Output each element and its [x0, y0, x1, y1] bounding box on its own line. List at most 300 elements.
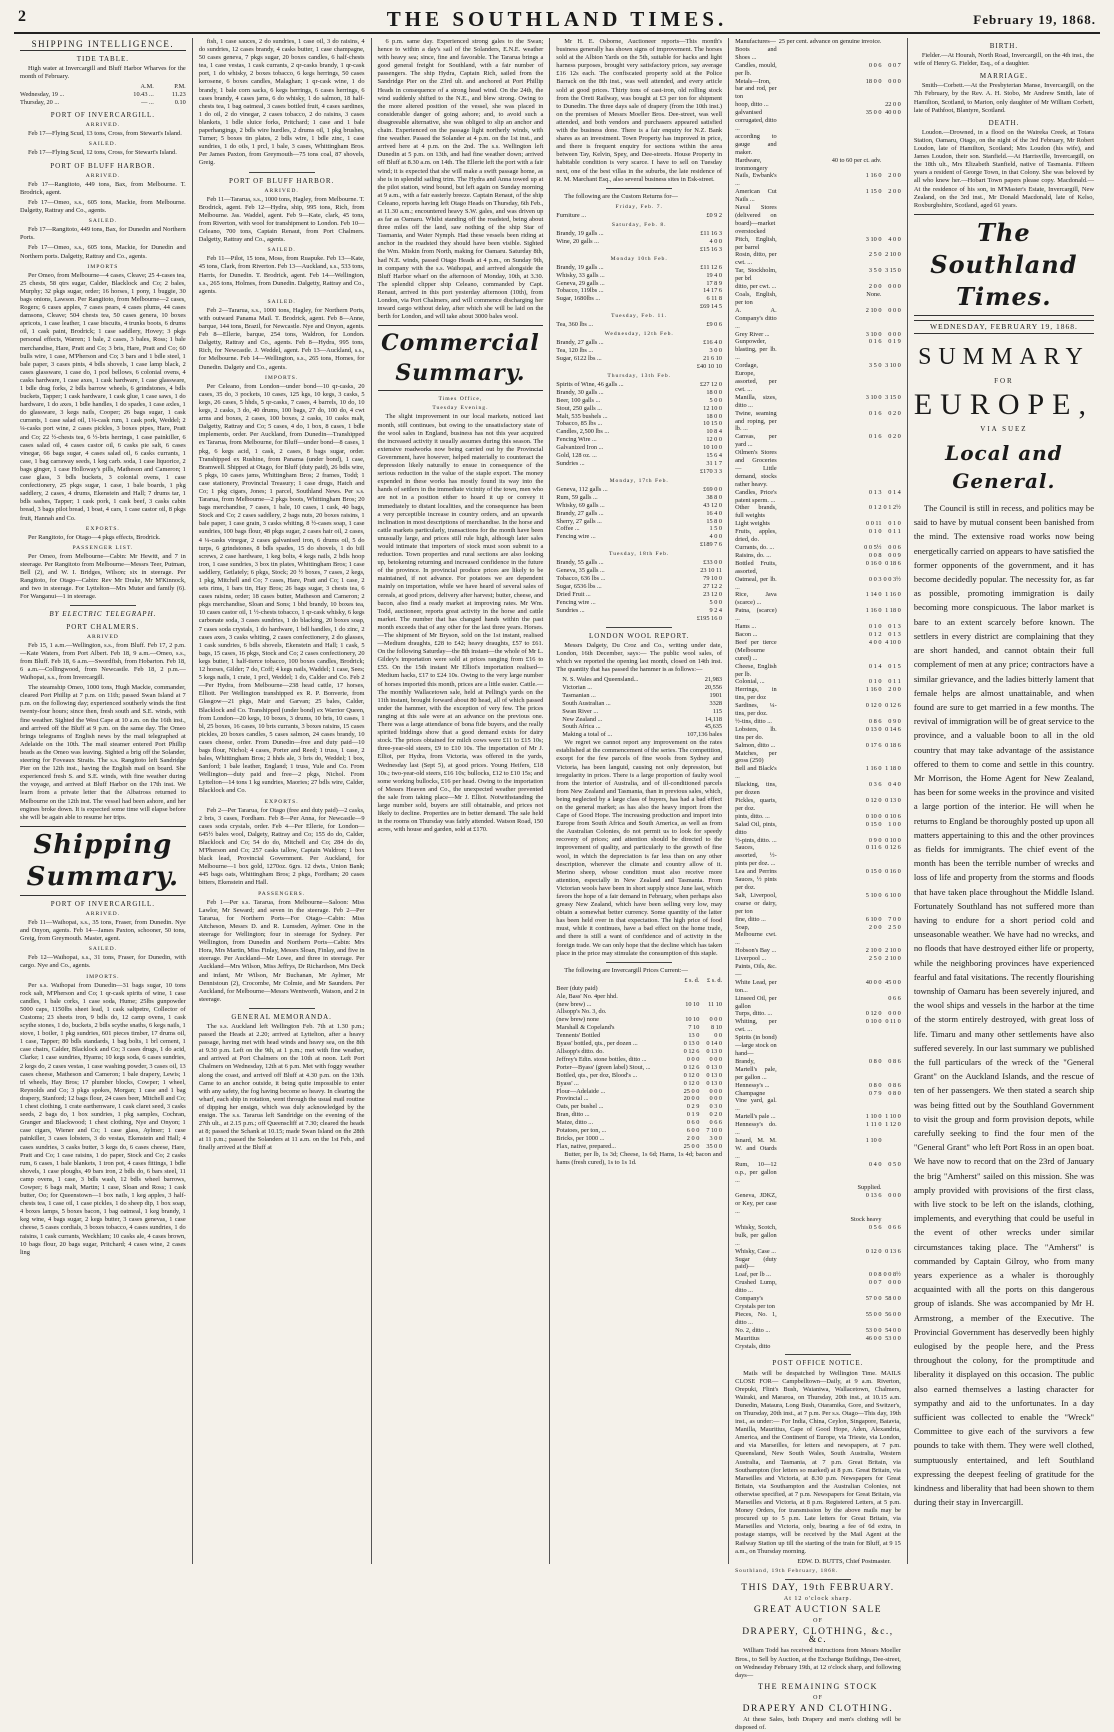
table-cell: 0 0 0: [888, 1279, 901, 1287]
table-cell: Isnard, M. M. W. and Otards ...: [735, 1136, 777, 1160]
sailings-text: Feb 11—Pilot, 15 tons, Moss, from Ruapuke. Feb 13—Kate, 45 tons, Clark, from Riverton. Feb 13—Auckland, s.s., 533 tons, Harris, for Dunedin. T. Brodrick, agent. Feb 14—Wellington, s.s., 265 tons, Holmes, from Dunedin. Dalgetty, Rattray and Co., agents.: [198, 255, 365, 295]
table-cell: Herrings, in tins, per doz: [735, 686, 777, 702]
table-cell: 0 1 0: [888, 520, 901, 528]
table-cell: 10 8 4: [706, 428, 723, 436]
table-cell: Naval Stores (delivered on board)—market overstocked: [735, 204, 777, 235]
table-cell: 3 10 0: [865, 330, 882, 338]
table-row: [556, 567, 722, 575]
table-cell: 46 0 0: [865, 1334, 882, 1342]
table-cell: Crushed Lump, ditto ...: [735, 1279, 777, 1295]
divider: [606, 627, 672, 628]
table-row: [556, 280, 722, 288]
table-cell: [777, 1034, 882, 1058]
table-cell: 0 0 0: [888, 77, 901, 85]
table-cell: 0 1 2: [868, 504, 882, 512]
table-cell: Geneva, 29 galls ...: [556, 279, 605, 287]
table-cell: 0 4 0: [868, 1160, 882, 1168]
table-cell: Wine, 20 galls ...: [556, 237, 599, 245]
table-cell: 25 per cent. advance on genuine invoice.: [778, 38, 882, 45]
table-cell: 0 17 6: [865, 741, 882, 749]
table-cell: Pickles, quarts, per doz.: [735, 797, 777, 812]
table-row: [556, 977, 722, 985]
table-cell: 0 2 0: [888, 409, 901, 417]
table-cell: 0 1 0: [868, 528, 882, 536]
table-cell: 25 0 0: [683, 1087, 700, 1095]
auction-of: OF: [813, 1618, 823, 1625]
table-cell: 2 10 0: [865, 306, 882, 314]
local-general-text: The Council is still in recess, and politics may be said to have by mutual consent been banished from the mind. The extensive road works now being energetically carried on appears to have satisfied the former opponents of the government, and it has become decidedly popular. The necessity for, as far as possible, promoting immigration is daily becoming more conspicuous. The labor market is bare to an extent scarcely before known. The settlers in every district are complaining that they are short handed, and cannot obtain their full complement of men at any price; contractors have a similar grievance, and the ladies bitterly lament that female helps are almost unattainable, and when found are sure to get married in a few months. The revival of immigration will be of great service to the province, and a valuable boon to all in the old country that may take advantage of the assistance offered to them to come and settle in this country. Mr Morrison, the Home Agent for New Zealand, has been for some weeks in the province and visited a large portion of the interior. He will when he returns to England be thoroughly posted up upon all matters appertaining to this and the other provinces as fields for immigrants. The chief event of the month has been the terrible number of wrecks and loss of life and property from the storms and floods that have taken place throughout the Middle Island. Fortunately Southland has not suffered more than having to endure for a short period cold and unseasonable weather. We have had no wrecks, and no floods that have destroyed either life or property, while the neighboring provinces have experienced fearful and fatal visitations. The recently flourishing township of Oamaru has been severely injured, and the wool ships and vessels in the harbor at the time of the storm entirely destroyed, with great loss of life. Timaru and many other settlements have also suffered severely. In our last summary we published the full particulars of the wreck of the "General Grant" on the Auckland Islands, and the rescue of ten of her passengers. We then stated a search ship was being fitted out by the Southland Government to visit the group and form provision depots, while carefully seeking to find the four men of the "General Grant" who left Port Ross in an open boat. We have now to record that on the 23rd of January the brig "Amherst" sailed on this mission. She was amply provided with provisions of the first class, with live stock to be left on the islands, clothing, implements, and everything that could be useful in the event of other wrecks under similar circumstances taking place. The "Amherst" is commanded by Captain Gilroy, who from many years experience as a whaler is thoroughly acquainted with all the ports on this dangerous group of islands. She was accompanied by Mr H. Armstrong, a member of the Executive. The Provincial Government has deservedly been highly eulogised by the people here, and the Press throughout the colony, for the promptitude and liberality it displayed on this occasion. The public also earned themselves a lasting character for sympathy and aid to the unfortunates. In a day sufficient was collected to enable the "Wreck" Committee to give each of the survivors a few pounds to take with them. They were well clothed, sumptuously entertained, and left Southland expressing the deepest feeling of gratitude for the kindness and liberality that had been shown to them during their stay in Invercargill.: [913, 503, 1095, 1508]
table-cell: 0 10 0: [865, 1018, 882, 1026]
table-cell: 0 12 0: [683, 1071, 700, 1079]
table-cell: Hardware, ironmongery: [735, 156, 768, 172]
table-cell: Fruits, apples, dried, do.: [735, 528, 777, 544]
table-row: [735, 504, 901, 520]
arrived-heading: ARRIVED: [86, 633, 119, 640]
table-cell: Gold, 128 oz. ...: [556, 452, 597, 460]
divider: [606, 188, 672, 189]
table-cell: Sundries ...: [556, 606, 585, 614]
table-row: [735, 1279, 901, 1295]
sailed-heading: SAILED.: [88, 946, 118, 953]
passenger-heading: PASSENGER LIST.: [72, 544, 134, 551]
table-cell: Spirits of Wine, 46 galls ...: [556, 380, 624, 388]
table-cell: Lobsters, lb. tins per do.: [735, 725, 777, 741]
imports-heading: IMPORTS: [87, 263, 119, 270]
table-row: [735, 1248, 901, 1256]
table-row: [735, 623, 901, 631]
table-row: [735, 1192, 901, 1216]
table-cell: 0 13 0: [683, 1040, 700, 1048]
table-row: [735, 797, 901, 813]
table-cell: Brandy, 27 galls ...: [556, 339, 604, 347]
table-cell: 10 10: [685, 1016, 700, 1024]
table-row: [556, 1056, 722, 1064]
table-cell: Jeffrey's Edin. stone bottles, ditto ...: [556, 1055, 647, 1063]
table-cell: 0 0 3: [868, 575, 882, 583]
table-cell: [777, 750, 882, 766]
table-row: [556, 238, 722, 246]
issue-date: February 19, 1868.: [973, 12, 1096, 27]
table-row: [735, 1121, 901, 1137]
table-cell: 0 13 6: [885, 1247, 901, 1255]
table-cell: £33 0 0: [703, 559, 723, 567]
table-cell: 8 10: [711, 1024, 723, 1032]
table-cell: 1 18 0: [885, 607, 901, 615]
table-row: [556, 1032, 722, 1040]
table-cell: [882, 157, 901, 173]
table-cell: 1 16 0: [865, 765, 882, 773]
table-row: [735, 188, 901, 204]
table-row: [556, 700, 722, 708]
table-cell: 38 8 0: [706, 493, 723, 501]
table-cell: 40 0 0: [865, 978, 882, 986]
table-cell: 0 18 6: [885, 741, 901, 749]
table-row: [735, 1082, 901, 1090]
table-cell: — ...: [141, 99, 154, 107]
table-cell: Mauritius Crystals, ditto: [735, 1334, 771, 1350]
table-row: [556, 303, 722, 311]
table-row: [735, 267, 901, 283]
table-row: [556, 583, 722, 591]
table-cell: 0 2 0: [709, 1111, 723, 1119]
exports-text: Feb 2—Per Tararua, for Otago (free and duty paid)—2 casks, 2 bris, 3 cases, Fordham. Feb 8—Per Anna, for Newcastle—9 cases soda crystals, order. Feb 4—Per Ellerie, for London—645½ bales wool, Dalgety, Rattray and Co; 155 do do, Calder, Blacklock and Co; 54 do do, Mitchell and Co; 284 do do, M'Pherson and Co; 257 casks tallow, Captain Waldron; 1 box black lead, Provincial Government. Per Auckland, for Melbourne—1 box gold, 1270oz. 6grs. 12 dwts., Union Bank; 445 bags oats, Whittingham Bros; 2 pkgs, Fordham; 20 cases bitters, Ekenstein and Hall.: [198, 806, 365, 887]
table-cell: 3 5 0: [868, 267, 882, 275]
table-cell: 0 8 6: [888, 1057, 901, 1065]
table-row: [556, 591, 722, 599]
table-row: [735, 844, 901, 868]
table-cell: 0 6 6: [888, 1223, 901, 1231]
table-cell: 0 0 6: [868, 61, 882, 69]
table-row: [556, 494, 722, 502]
table-cell: 0 1 4: [868, 662, 882, 670]
table-row: [556, 676, 722, 684]
table-cell: 0 1 6: [868, 409, 882, 417]
arrived-heading: ARRIVED.: [264, 187, 299, 194]
table-cell: [882, 449, 901, 489]
table-cell: Sundries ...: [556, 460, 585, 467]
column-6: [908, 38, 1100, 1564]
table-cell: 6 0 0: [686, 1127, 700, 1135]
table-cell: £16 4 0: [703, 339, 723, 347]
table-cell: 0 0 0: [888, 330, 901, 338]
table-row: [735, 101, 901, 109]
table-cell: Hennessy's ...: [735, 1081, 770, 1089]
table-cell: Victorian ...: [562, 683, 592, 691]
table-row: [556, 1119, 722, 1127]
table-row: [735, 1224, 901, 1248]
table-cell: Pieces, No. 1, ditto ...: [735, 1310, 777, 1326]
table-cell: Raisins, do. ...: [735, 551, 771, 559]
sailings-text: Feb 17—Rangitoto, 449 tons, Bax, for Dunedin and Northern Ports.: [20, 226, 186, 242]
imports-text: Per Celeano, from London—under bond—10 qr-casks, 20 cases, 35 do, 3 pockets, 10 cases, 125 kgs, 10 kegs, 3 casks, 5 kegs, 26 cases, 5 hhds, 5 qr-casks, 7 cases, 4 barrels, 10 do, 10 kegs, 2 casks, 3 do, 40 drums, 100 bags, 27 do, 100 do, 4 cwt arms and boxes, 2 cases, 100 boxes, 2 casks, 10 casks malt, Dalgetty, Rattray and Co; 5 cases, 4 do, 1 box, 8 cases, 1 bdle implements, order. Per Auckland, from Dunedin—Transhipped ex Tararua, from Melbourne, for Bluff—under bond—8 cases, 1 pkg, 6 kegs acid, 1 cask, 2 cases, 8 bags sugar, order. Transhipped ex Rushine, from Panama (under bond), 1 case, Bramwell. Shipped at Otago, for Bluff (duty paid), 26 bdls wire, 5 pkgs, 10 cases jams, Whittingham Bros; 2 frames, Todd; 1 case stationery, Provincial Treasury; 1 case drugs, Hatch and Co; 1 pkg cigars, Jones; 1 parcel, Southland News. Per s.s. Tararua, from Melbourne—2 pkgs boots, Whittingham Bros; 20 bags merchandise, 7 cases, 1 bale, 10 cases, 1 cask, 40 bags, Stock and Co; 2 cases saddlery, 2 bags nuts, 20 boxes raisins, 1 bale paper, 1 case grain, 3 casks whiting, 8 ½-cases soap, 1 case sundries, 100 bags flour, 48 pkgs sugar, 2 cases hair oil, 2 cases, 4 ¼-casks vinegar, 2 cases galvanised iron, 6 drums oil, 5 do turps, 6 grindstones, 8 bdls spades, 15 do shovels, 1 do bill screws, 2 case hardware, 1 keg bolts, 4 kegs nails, 2 bdls hoop iron, 1 case sundries, 3 box tin plates, Whittingham Bros; 1 case saddlery, Getlately; 6 pkgs, Stock; 20 ½ boxes, 7 cases, 2 kegs, 1 pkg, Mitchell and Co; 7 cases, Hare, Pratt and Co; 1 case, 2 sets rims, 1 bars tin, Hay Bros; 26 bags sugar, 3 chests tea, 6 cases raisins, order; 18 cases butter, Matheson and Cameron; 2 pkgs merchandise, Sloan and Sons; 1 bhd brandy, 10 boxes tea, 10 cases castor oil, 1 ½-chests tobacco, 1 qr-cask whisky, 6 kegs carbonate soda, 3 cases sundries, 1 do blacking, 20 boxes soap, 7 cases soda crystals, 1 do hardware, 1 bdl handles, 1 do zinc, 2 cases axes, 3 casks whiting, 2 cases confectionery, 2 do glasses, 1 cask sundries, 6 bdls shovels, Ekenstein and Hall; 1 cask, 5 bags, 15 cases, 16 pkgs, Stock and Co; 2 cases confectionery, 20 kegs butter, 1 half-tierce tobacco, 100 boxes candles, Brodrick; 12 horses, Gilder; 7 do, Coff; 4 kegs nails, Waddel; 1 case, Sees; 5 kegs nails, 1 crate, 1 prcl, Weddel; 1 do, Calder and Co. Feb 2—Per Hydra, from Melbourne—238 head cattle, 17 horses, Elliott. Per Wellington transhipped ex R. P. Bonverie, from Glasgow—21 pkgs, Mair and Garvan; 25 bales, Calder, Blacklock and Co. Transhipped (under bond) ex Warrior Queen, from London—20 kegs, 10 boxes, 3 drums, 10 bris, 10 cases, 1 bl, 25 boxes, 16 cases, 10 bris currants, 3 boxes raisins, 15 cases pickles, 20 boxes candles, 5 cases salmon, 24 cases brandy, 10 cases cheese, order. From Dunedin—free and duty paid—10 bags flour, Nichol; 4 cases, Porter and Reed; 1 truss, 1 case, 2 bales, Whittingham Bros; 2 hhds ale, 3 bris do, Weddel; 1 box, Sanford; 1 bale leather, England; 1 truss, Yule and Co. From Wellington—duty paid and free—2 pkgs, Nichol. From Lyttelton—14 tons 1 kg sundries, Maories; 27 bdls wire, Calder, Blacklock and Co.: [198, 382, 365, 795]
table-cell: 0 12 6: [683, 1063, 700, 1071]
customs-day-heading: Saturday, Feb. 8.: [611, 221, 667, 228]
imports-text: Per s.s. Waihopai from Dunedin—31 bags sugar, 10 tons rock salt, M'Pherson and Co; 1 qr-cask spirits of wine, 1 case candles, 1 bale corks, 1 case soda, Hume; 25lbs gunpowder 5000 caps, 1150lbs sheet lead, 1 cask saltpetre, Collector of Customs; 23 sheets iron, 9 bdls do, 12 camp ovens, 1 cask scythe stones, 1 do, buckets, 2 bdls scythe snaths, 6 kegs nails, 1 stove, 1 boiler, 1 pkg sundries, 601 pieces timber, 17 drums oil, 1 case, Tapper; 80 bdls standards, 1 bag bolts, 1 brl cement, 1 case chairs, Calder, Blacklock and Co; 3 cases drugs, 1 do acid, Clarke; 1 case sundries, Hyams; 10 kegs soda, 6 cases sundries, 2 kegs do, 2 cases vestas, 1 case washing powder, 3 cases oil, 13 cases cheese, Matheson and Cameron; 1 bale drapery, Lewis; 1 trl wheels, Hay Bros; 17 plumber blocks, Cowper; 1 wheel, Reynolds and Co; 3 pkgs spokes, Morgan; 1 case and 1 bag drapery, Stanford; 12 bags flour, 24 cases beer, Mitchell and Co; 1 chest clothing, 1 crate earthenware, 1 cask claret seed, 3 casks seeds, 2 bags do, 1 box sundries, 1 pkg samples, Cochran, Granger and Blackwood; 1 chest clothing, Nye and Onyon; 1 case cigars, Wiener and Co; 1 case glass, Aylmer; 1 case painkiller, 3 cases lobsters, 3 do vestas, Ekenstein and Hall; 4 cases sundries, 3 casks butter, 3 kegs do, 6 cases cheese, Hare, Pratt and Co; 1 case raisins, 1 do paper, Stock and Co; 2 casks rum, 6 cases, 1 bale blankets, 1 iron pot, 4 cases fittings, 1 bdle shovels, 1 case ploughs, 49 bars iron, 2 bdls do, 6 bars steel, 11 camp ovens, 1 case, 3 bdls wash, 12 bdls wheel barrows, Cowper; 6 bags malt, Martin; 1 case, Sloan and Ross; 1 cask butter, Oo; for Queenstown—1 box nails, 1 keg apples, 3 half-chests tea, 1 case oil, 1 case pickles, 1 do sheep dip, 1 box soap, 4 boxes lamps, 5 boxes bacon, 1 bag oatmeal, 1 keg brandy, 1 keg wine, 4 bags sugar, 2 kegs butter, 3 cases genevas, 1 case cheese, 5 cases cordials, 3 boxes tobacco, 4 cases sundries, 1 do raisins, 1 cask currants, Weckhlam; 10 casks ale, 4 cases brown, 10 bags flour, 20 bags sugar, Pritchard; 4 cases wine, 2 cases ling: [20, 981, 186, 1256]
table-cell: Oatmeal, per lb. ...: [735, 575, 777, 591]
table-cell: 53 0 0: [865, 1326, 882, 1334]
table-row: [556, 264, 722, 272]
table-cell: hoop, ditto ...: [735, 101, 769, 109]
table-cell: Patna, (scarce) ...: [735, 607, 777, 623]
table-cell: 1 16 0: [885, 591, 901, 599]
table-cell: Bricks, per 1000 ...: [556, 1134, 605, 1142]
table-cell: Turps, ditto. ...: [735, 1010, 773, 1018]
table-cell: Sugar, 1680lbs ...: [556, 295, 601, 303]
table-row: [556, 295, 722, 303]
table-row: [735, 283, 901, 291]
table-cell: 0 0 6: [888, 544, 901, 551]
table-cell: 0 0 3½: [883, 575, 901, 583]
table-row: [556, 533, 722, 541]
table-cell: 3 10 0: [865, 235, 882, 243]
divider: [249, 1008, 315, 1009]
table-cell: (new brew) none: [556, 1016, 599, 1024]
table-cell: Brandy, 19 galls ...: [556, 229, 604, 237]
column-5: [729, 38, 908, 1732]
table-row: [735, 607, 901, 623]
table-row: [735, 1311, 901, 1327]
table-cell: Nails, Ewbank's ...: [735, 172, 777, 188]
table-cell: 40 0 0: [885, 109, 901, 117]
port-heading: PORT OF INVERCARGILL.: [50, 111, 156, 120]
table-cell: Maize, ditto ...: [556, 1119, 594, 1127]
table-cell: 0 14 6: [885, 725, 901, 733]
table-cell: 0 12 6: [683, 1048, 700, 1055]
table-cell: 2 0 0: [888, 188, 901, 196]
table-cell: Beef per tierce (Melbourne cured) ...: [735, 638, 777, 662]
table-cell: Paints, Oils, &c.—: [735, 963, 777, 978]
table-row: [556, 420, 722, 428]
table-row: [735, 362, 901, 394]
shipping-story: The steamship Omeo, 1000 tons, Hugh Mackie, commander, cleared Port Phillip at 7 p.m. on 11th; passed Swan Island at 7 p.m. on the following day; experienced southerly winds the first twenty-four hours; since then, fresh south and S.E. winds, with fine weather. Sighted the West Cape at 10 a.m. on the 16th inst., and arrived off the Bluff at 9 p.m. on the same day. The Omeo brings telegrams of English news by the mail telegraphed at Adelaide on the 10th. The mail steamer entered Port Phillip heads as the Omeo was leaving. Sighted a brig off the Solander, steering for Foveaux Straits. The s.s. Rangitoto left Sandridge Pier on the 12th inst., having the English mail on board. She experienced fresh S. and S.E. winds, with fine weather during the voyage, and arrived at Bluff Harbor on the 17th inst. We learn from a private letter that the Albatross returned to Melbourne on the 12th inst. The vessel had been ashore, and her engines broke down. It is expected some time will elapse before she will be again able to resume her trips.: [20, 684, 186, 821]
table-cell: South Africa ...: [562, 723, 601, 731]
table-row: [735, 1335, 901, 1351]
customs-table: [556, 264, 722, 311]
prices-table: [735, 38, 901, 1350]
table-row: [735, 204, 901, 236]
table-row: [556, 1064, 722, 1072]
customs-table: [556, 381, 722, 476]
table-row: [556, 1072, 722, 1080]
remaining-stock-heading: THE REMAINING STOCK: [757, 1681, 878, 1691]
table-cell: Swan River ...: [562, 707, 599, 715]
table-row: [735, 916, 901, 924]
table-cell: 0 1 9: [888, 338, 901, 346]
table-row: [556, 1103, 722, 1111]
table-cell: Cordage, Europe, assorted, per cwt. ...: [735, 362, 777, 393]
customs-day-heading: Thursday, 13th Feb.: [607, 372, 672, 379]
table-cell: Brandy, 30 galls ...: [556, 388, 604, 396]
table-cell: 16 4 0: [706, 509, 723, 517]
table-cell: Whisky, 33 galls ...: [556, 271, 605, 279]
table-cell: 0.10: [174, 99, 186, 107]
table-cell: 2 5 0: [888, 923, 901, 931]
table-cell: Bell and Black's ...: [735, 765, 777, 781]
table-cell: Potatoes, per ton, ...: [556, 1127, 607, 1135]
wool-report-heading: LONDON WOOL REPORT.: [589, 631, 690, 640]
table-cell: Martell's pale ...: [735, 1113, 776, 1121]
table-row: [556, 287, 722, 295]
table-row: [556, 212, 722, 220]
table-cell: 2 10 0: [885, 947, 901, 955]
table-cell: Supplied.: [857, 1184, 882, 1192]
for-label: FOR: [994, 376, 1014, 385]
table-cell: Geneva, 35 galls ...: [556, 567, 605, 575]
table-cell: £40 10 10: [696, 362, 723, 370]
table-row: [735, 520, 901, 528]
birth-heading: BIRTH.: [989, 42, 1019, 50]
table-cell: 0 13 6: [865, 1192, 882, 1200]
table-cell: 0 10 6: [885, 812, 901, 820]
auctioneer-report: Mr H. E. Osborne, Auctioneer reports—This month's business generally has shown signs of improvement. The horses sold at the Albion Yards on the 5th, suitable for hacks and light harness purposes, brought very satisfactory prices, say average £16 12s each. The confiscated property sold at the Police Barrack on the 8th inst., was well attended, and every article sold at good prices. Thirty tons of cast-iron, old rolling stock from the Oreti Railway, was bought at £3 per ton for shipment to Dunedin. The three days sale of drapery (from the 10th inst.) on the premises of Messrs Moeller Bros. Dee-street, was well attended, and both vendors and purchasers appeared satisfied with the business done. There is a fair enquiry for N.Z. Bank shares as an investment. Town Property has improved in price, and there is frequent enquiry for sections within the area between Tay, Kelvin, Spey, and Dee-streets. House Property in habitable condition is very scarce. I have to sell on Tuesday next, one of the best villas in the suburbs, the late residence of R. M. Marchant Esq., also several business sites in Esk-street.: [556, 38, 723, 183]
table-cell: 3 5 0: [868, 362, 882, 370]
table-cell: 0 5 6: [868, 1223, 882, 1231]
table-row: [735, 576, 901, 592]
sailings-text: Feb 2—Tararua, s.s., 1000 tons, Hagley, for Northern Ports, with outward Panama Mail. T. Brodrick, agent. Feb 8—Anne, barque, 144 tons, Brazil, for Newcastle. Nye and Onyon, agents. Feb 8—Ellerie, barque, 254 tons, Waldron, for London. Dalgetty, Rattray and Co., agents. Feb 8—Hydra, 995 tons, Rich, for Newcastle. J. Weddel, agent. Feb 13—Auckland, s.s., for Melbourne. Feb 14—Wellington, s.s., 265 tons, Homes, for Dunedin. Dalgety and Co., agents.: [198, 306, 365, 371]
table-row: [556, 460, 722, 468]
table-cell: 40 to 60 per ct. adv.: [831, 156, 882, 164]
table-row: [556, 1016, 722, 1024]
table-cell: 5 0 0: [709, 598, 723, 606]
table-cell: 0 12 0: [865, 1010, 882, 1018]
table-cell: 3328: [709, 699, 723, 707]
table-cell: 0 2 9: [686, 1103, 700, 1111]
table-cell: 6 10 0: [865, 915, 882, 923]
table-cell: [882, 963, 901, 979]
table-cell: 20 0 0: [683, 1095, 700, 1103]
table-cell: Coals, English, per ton: [735, 291, 777, 306]
table-row: [735, 813, 901, 821]
port-heading: PORT CHALMERS.: [66, 622, 140, 631]
table-row: [556, 347, 722, 355]
newspaper-title: THE SOUTHLAND TIMES.: [386, 7, 728, 31]
table-cell: 3 10 0: [885, 362, 901, 370]
table-cell: 0 8 0: [868, 1081, 882, 1089]
dateline: WEDNESDAY, FEBRUARY 19, 1868.: [914, 320, 1094, 334]
table-row: [556, 723, 722, 731]
table-cell: 35 0 0: [706, 1142, 723, 1150]
birth-text: Fielder.—At Hourah, North Road, Invercargill, on the 4th inst., the wife of Henry G. Fielder, Esq., of a daughter.: [913, 52, 1095, 68]
customs-returns: [556, 203, 722, 623]
table-cell: 0 12 0: [683, 1079, 700, 1087]
customs-day-heading: Tuesday, 18th Feb.: [609, 551, 670, 558]
table-cell: 0 8 6: [888, 1081, 901, 1089]
table-cell: 1 14 0: [865, 591, 882, 599]
table-cell: ½-pints, ditto. ...: [735, 836, 777, 844]
table-cell: [735, 1216, 777, 1224]
arrivals-text: Feb 11—Tararua, s.s., 1000 tons, Hagley, from Melbourne. T. Brodrick, agent. Feb 12—Hydra, ship, 995 tons, Rich, from Melbourne. Jas. Waddel, agent. Feb 9—Kate, clark, 45 tons, from Riverton, with wool for transhipment to London. Feb 10—Celeano, 700 tons, Captain Renaut, from Port Chalmers. Dalgetty, Rattray and Co., agents.: [198, 195, 365, 244]
table-cell: 0 0 0: [709, 1016, 723, 1024]
table-cell: A.M.: [140, 83, 154, 91]
via-suez-label: VIA SUEZ: [980, 424, 1028, 433]
table-cell: 0 1 2: [868, 630, 882, 638]
table-cell: 18 0 0: [706, 388, 723, 396]
table-cell: £11 12 6: [700, 263, 723, 271]
table-cell: 0 1 1: [888, 528, 901, 536]
table-cell: 0 2 0: [888, 433, 901, 441]
table-row: [735, 718, 901, 726]
wool-table: [556, 676, 722, 731]
table-cell: [556, 615, 663, 623]
table-cell: 0 10 0: [865, 812, 882, 820]
table-cell: Oats, per bushel ...: [556, 1103, 604, 1111]
column-3: [372, 38, 551, 1564]
table-row: [556, 486, 722, 494]
table-cell: 43 12 0: [703, 501, 723, 509]
arrivals-text: Feb 17—Flying Scud, 13 tons, Cross, from Stewart's Island.: [28, 130, 182, 138]
this-day-heading: THIS DAY, 19th FEBRUARY.: [741, 1582, 895, 1593]
table-cell: Galvanized Iron ...: [556, 444, 604, 452]
table-cell: 0 1 4: [888, 488, 901, 496]
table-row: [556, 1001, 722, 1009]
table-cell: 10 15 0: [703, 420, 723, 428]
table-cell: [777, 449, 882, 489]
table-cell: Liverpool ...: [735, 955, 767, 963]
table-cell: [677, 993, 700, 1001]
table-cell: 0 1 1: [888, 678, 901, 686]
table-row: [556, 389, 722, 397]
table-row: [556, 1024, 722, 1032]
table-cell: 0 8 0: [888, 1089, 901, 1097]
table-cell: Bacon ...: [735, 630, 758, 638]
table-cell: according to gauge and maker.: [735, 132, 777, 156]
table-cell: [556, 541, 669, 549]
table-cell: Brandy, 19 galls ...: [556, 263, 604, 271]
table-cell: Sugar, 6122 lbs ...: [556, 355, 602, 363]
table-cell: Tobacco, 85 lbs ...: [556, 420, 603, 428]
table-cell: [677, 985, 700, 993]
table-cell: Geneva, JDKZ, or Key, per case ...: [735, 1192, 777, 1216]
table-cell: [882, 38, 901, 62]
table-cell: Hams ...: [735, 623, 757, 631]
post-office-text: Mails will be despatched by Wellington Time. MAILS CLOSE FOR— Campbelltown—Daily, at 9 a.m. Riverton, Orepuki, Flint's Bush, Waianiwa, Wallacetown, Chalmers, Wairaki, and Mararoa, on Thursday, 20th inst., at 10.15 a.m. Dunedin, Mataura, Long Bush, Otaramika, Gore, and Switzer's, on Thursday, 20th inst., at 7 p.m. Per s.s. Otago—This day, 19th inst., as under:— For India, China, Ceylon, Singapore, Batavia, Manilla, Mauritius, Cape of Good Hope, Aden, Alexandria, America, and the Continent of Europe, via Trieste, via London, and via Marseilles, for letters and newspapers, at 7 p.m. Queensland, New South Wales, South Australia, Western Australia, and Tasmania, at 7 p.m. Great Britain, via Southampton (for letters so marked) at 8 p.m. Great Britain, via Marseilles and Victoria, at 8.30 p.m. Newspapers for Great Britain, via Southampton and the Australian Colonies, not otherwise specified, at 7 p.m. Newspapers for Great Britain, via Marseilles and Victoria, at 8 p.m. Registered Letters, at 5 p.m. Money Orders, for transmission by the above mails may be procured up to 5 p.m. Late letters for Great Britain, via Marseilles and Victoria, only, bearing a fee of 6d extra, in postage stamps, will be received by the Mail Agent at the Railway Station up till the starting of the train for Bluff, at 9 15 a.m., on Thursday morning.: [735, 1369, 901, 1555]
table-cell: 0 13 0: [706, 1079, 723, 1087]
customs-day-heading: Monday, 17th Feb.: [609, 477, 669, 484]
table-row: [735, 1018, 901, 1034]
table-cell: Dried Fruit ...: [556, 590, 591, 598]
table-cell: Tobacco, 119lbs ...: [556, 287, 604, 295]
table-cell: Marshall & Copeland's: [556, 1024, 615, 1032]
table-cell: 0 1 3: [868, 488, 882, 496]
telegraph-heading: BY ELECTRIC TELEGRAPH.: [49, 610, 157, 619]
table-cell: Wednesday, 19 ...: [20, 91, 65, 99]
column-4: [550, 38, 729, 1564]
customs-table: [556, 321, 722, 329]
table-row: [556, 1111, 722, 1119]
table-cell: 19 4 0: [706, 271, 723, 279]
table-row: [556, 355, 722, 363]
table-cell: 13 0: [688, 1032, 700, 1040]
prices-intro: The following are Invercargill Prices Current:—: [564, 966, 688, 974]
table-cell: Other brands, full weights: [735, 504, 777, 520]
table-row: [735, 663, 901, 679]
table-cell: 22 0 0: [885, 101, 901, 109]
page-number: 2: [18, 8, 26, 25]
table-cell: Tobacco, 636 lbs ...: [556, 575, 606, 583]
table-row: [735, 591, 901, 607]
customs-intro: The following are the Custom Returns for—: [564, 192, 678, 200]
auction-time: At 12 o'clock sharp.: [783, 1595, 852, 1602]
table-cell: Linseed Oil, per gallon: [735, 994, 777, 1010]
table-cell: 0 13 0: [706, 1063, 723, 1071]
columns: [14, 38, 1100, 1732]
table-cell: 21,983: [704, 675, 723, 683]
table-row: [735, 821, 901, 837]
table-cell: 0 1 0: [868, 623, 882, 631]
table-cell: Tea, 360 lbs ...: [556, 321, 594, 329]
table-cell: [777, 963, 882, 979]
table-cell: Rosin, ditto, per cwt. ...: [735, 251, 777, 267]
table-cell: 4 0 0: [709, 237, 723, 245]
table-row: [556, 1008, 722, 1016]
death-heading: DEATH.: [988, 118, 1020, 127]
table-cell: Manilla, sizes, ditto ...: [735, 393, 777, 409]
table-row: [735, 639, 901, 663]
table-cell: Byass' bottled, qts., per dozen ...: [556, 1040, 638, 1048]
table-row: [735, 410, 901, 434]
table-row: [735, 963, 901, 979]
table-cell: Tea, 120 lbs ...: [556, 347, 594, 355]
table-cell: Provincial ...: [556, 1095, 589, 1103]
table-row: [735, 702, 901, 718]
table-cell: 0 12 0: [865, 702, 882, 710]
table-cell: 1 10 0: [865, 1113, 882, 1121]
table-cell: 0 12 6: [885, 844, 901, 852]
table-row: [556, 525, 722, 533]
table-cell: (new brew) ...: [556, 1000, 592, 1008]
table-cell: 18 0 0: [865, 77, 882, 85]
table-cell: 0 13 0: [885, 797, 901, 804]
